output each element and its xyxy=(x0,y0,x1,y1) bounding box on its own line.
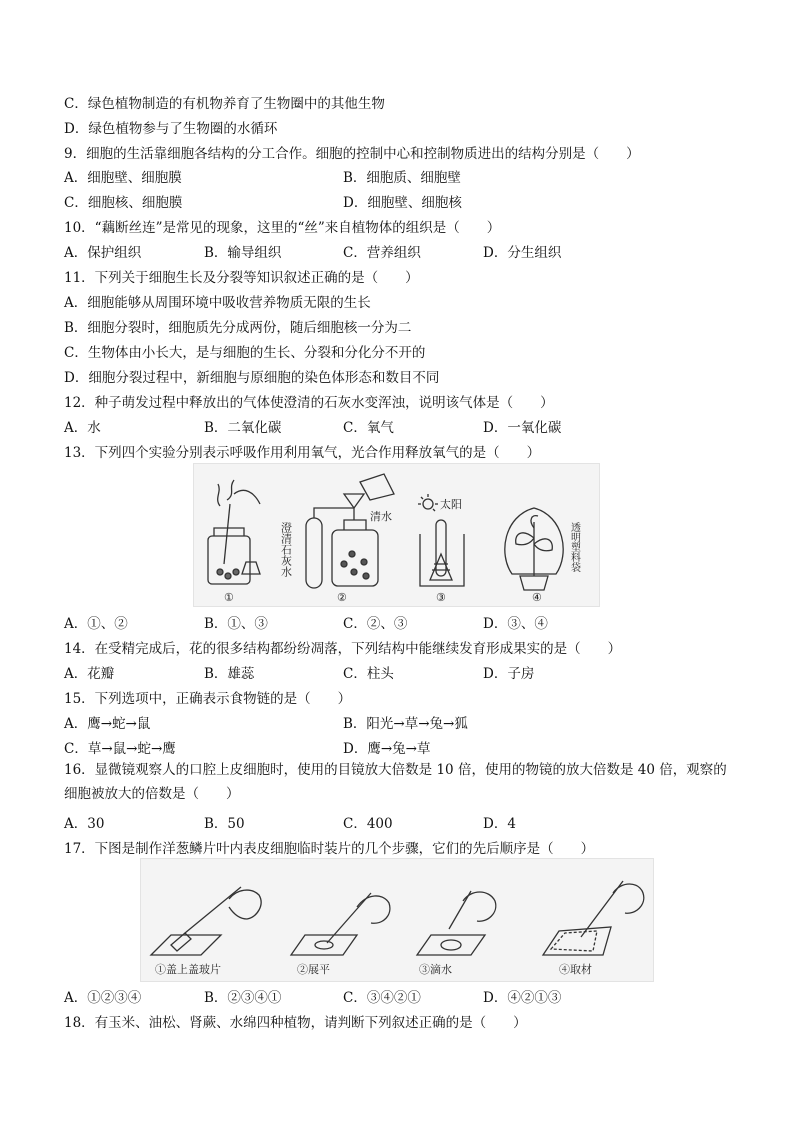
option-c: C．400 xyxy=(343,816,393,832)
option-line: D．绿色植物参与了生物圈的水循环 xyxy=(64,121,278,137)
option-a: A．①、② xyxy=(64,616,128,632)
step-3-illustration xyxy=(417,891,496,955)
option-b: B．细胞质、细胞壁 xyxy=(343,170,461,186)
question-13: 13．下列四个实验分别表示呼吸作用利用氧气，光合作用释放氧气的是（ ） xyxy=(64,445,541,461)
question-16: 16．显微镜观察人的口腔上皮细胞时，使用的目镜放大倍数是 10 倍，使用的物镜的放大倍数是 40 倍，观察的细胞被放大的倍数是（ ） xyxy=(64,762,727,802)
option-d: D．子房 xyxy=(483,666,535,682)
option-d: D．④②①③ xyxy=(483,990,562,1006)
slide-preparation-figure xyxy=(140,858,654,982)
option-d: D．鹰→兔→草 xyxy=(343,741,431,757)
option-b: B．阳光→草→兔→狐 xyxy=(343,716,468,732)
bag-label: 透明塑料袋 xyxy=(568,522,580,572)
question-11: 11．下列关于细胞生长及分裂等知识叙述正确的是（ ） xyxy=(64,270,419,286)
experiment-2-illustration xyxy=(306,474,394,588)
experiment-figure xyxy=(193,463,600,607)
step-caption: ①盖上盖玻片 xyxy=(155,963,221,976)
option-c: C．柱头 xyxy=(343,666,394,682)
figure-label: ④ xyxy=(532,591,542,604)
question-9: 9．细胞的生活靠细胞各结构的分工合作。细胞的控制中心和控制物质进出的结构分别是（ ） xyxy=(64,146,640,162)
step-4-illustration xyxy=(543,881,644,955)
option-b: B．细胞分裂时，细胞质先分成两份，随后细胞核一分为二 xyxy=(64,320,412,336)
figure-label: ② xyxy=(337,591,347,604)
step-caption: ④取材 xyxy=(559,963,592,976)
option-b: B．②③④① xyxy=(204,990,282,1006)
option-c: C．草→鼠→蛇→鹰 xyxy=(64,741,176,757)
option-c: C．营养组织 xyxy=(343,245,421,261)
question-12: 12．种子萌发过程中释放出的气体使澄清的石灰水变浑浊，说明该气体是（ ） xyxy=(64,395,554,411)
question-17: 17．下图是制作洋葱鳞片叶内表皮细胞临时装片的几个步骤，它们的先后顺序是（ ） xyxy=(64,841,595,857)
option-b: B．输导组织 xyxy=(204,245,282,261)
option-b: B．50 xyxy=(204,816,245,832)
option-d: D．分生组织 xyxy=(483,245,562,261)
option-b: B．雄蕊 xyxy=(204,666,255,682)
step-caption: ③滴水 xyxy=(419,963,452,976)
limewater-label: 澄清石灰水 xyxy=(279,522,293,577)
option-a: A．花瓣 xyxy=(64,666,115,682)
option-a: A．保护组织 xyxy=(64,245,142,261)
experiment-4-illustration xyxy=(505,508,563,590)
option-c: C．生物体由小长大，是与细胞的生长、分裂和分化分不开的 xyxy=(64,345,426,361)
option-b: B．二氧化碳 xyxy=(204,420,282,436)
question-14: 14．在受精完成后，花的很多结构都纷纷凋落，下列结构中能继续发育形成果实的是（ ） xyxy=(64,641,622,657)
option-d: D．4 xyxy=(483,816,516,832)
option-a: A．水 xyxy=(64,420,101,436)
water-label: 清水 xyxy=(370,510,392,523)
option-d: D．一氧化碳 xyxy=(483,420,562,436)
option-a: A．①②③④ xyxy=(64,990,142,1006)
option-a: A．鹰→蛇→鼠 xyxy=(64,716,151,732)
option-a: A．细胞能够从周围环境中吸收营养物质无限的生长 xyxy=(64,295,371,311)
option-d: D．③、④ xyxy=(483,616,548,632)
option-c: C．②、③ xyxy=(343,616,408,632)
step-2-illustration xyxy=(291,893,390,955)
experiment-1-illustration xyxy=(208,480,260,584)
option-c: C．氧气 xyxy=(343,420,394,436)
option-c: C．③④②① xyxy=(343,990,421,1006)
question-18: 18．有玉米、油松、肾蕨、水绵四种植物，请判断下列叙述正确的是（ ） xyxy=(64,1015,527,1031)
option-c: C．细胞核、细胞膜 xyxy=(64,195,183,211)
option-line: C．绿色植物制造的有机物养育了生物圈中的其他生物 xyxy=(64,96,385,112)
step-1-illustration xyxy=(151,887,261,955)
step-caption: ②展平 xyxy=(297,963,330,976)
option-d: D．细胞壁、细胞核 xyxy=(343,195,462,211)
question-15: 15．下列选项中，正确表示食物链的是（ ） xyxy=(64,691,352,707)
option-b: B．①、③ xyxy=(204,616,268,632)
option-a: A．细胞壁、细胞膜 xyxy=(64,170,182,186)
sun-label: 太阳 xyxy=(440,498,462,511)
option-a: A．30 xyxy=(64,816,105,832)
option-d: D．细胞分裂过程中，新细胞与原细胞的染色体形态和数目不同 xyxy=(64,370,440,386)
question-10: 10．“藕断丝连”是常见的现象，这里的“丝”来自植物体的组织是（ ） xyxy=(64,220,501,236)
figure-label: ① xyxy=(224,591,234,604)
figure-label: ③ xyxy=(436,591,446,604)
